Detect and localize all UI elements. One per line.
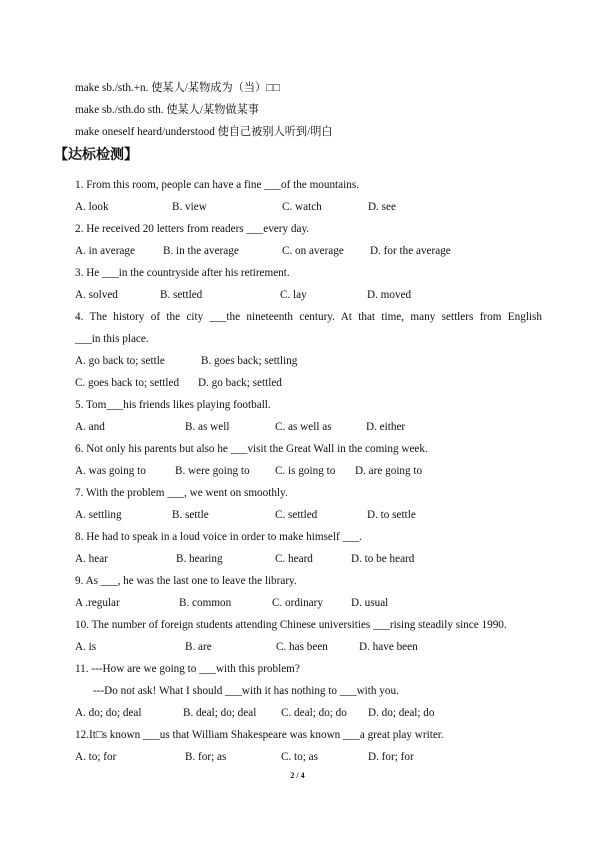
option-d: D. for; for bbox=[368, 751, 414, 763]
question-stem: 12.It□s known ___us that William Shakespeare was known ___a great play writer. bbox=[75, 729, 444, 741]
option-d: D. are going to bbox=[355, 465, 423, 477]
option-a: A. do; do; deal bbox=[75, 707, 142, 719]
option-c: C. is going to bbox=[275, 465, 336, 477]
question-stem: 10. The number of foreign students attending Chinese universities ___rising steadily since 1990. bbox=[75, 619, 507, 631]
option-a: A. look bbox=[75, 201, 109, 213]
question-options bbox=[75, 596, 545, 610]
question-options bbox=[75, 288, 545, 302]
option-d: D. to settle bbox=[367, 509, 416, 521]
option-b: B. common bbox=[179, 597, 232, 609]
question-stem-continued: ---Do not ask! What I should ___with it has nothing to ___with you. bbox=[93, 685, 399, 697]
option-a: A .regular bbox=[75, 597, 120, 609]
option-c: C. watch bbox=[282, 201, 322, 213]
option-b: B. are bbox=[185, 641, 212, 653]
option-c: C. goes back to; settled bbox=[75, 377, 180, 389]
question-options bbox=[75, 244, 545, 258]
question-stem: 11. ---How are we going to ___with this problem? bbox=[75, 663, 300, 675]
question-options bbox=[75, 706, 545, 720]
question-stem: 1. From this room, people can have a fine ___of the mountains. bbox=[75, 179, 359, 191]
question-stem: 5. Tom___his friends likes playing football. bbox=[75, 399, 271, 411]
option-a: A. is bbox=[75, 641, 97, 653]
option-c: C. heard bbox=[275, 553, 313, 565]
section-title: 【达标检测】 bbox=[54, 147, 138, 163]
question-options bbox=[75, 420, 545, 434]
option-a: A. go back to; settle bbox=[75, 355, 165, 367]
question-stem-continued: ___in this place. bbox=[75, 333, 149, 345]
question-stem: 6. Not only his parents but also he ___visit the Great Wall in the coming week. bbox=[75, 443, 428, 455]
option-b: B. were going to bbox=[175, 465, 250, 477]
option-c: C. lay bbox=[280, 289, 307, 301]
option-d: D. see bbox=[368, 201, 396, 213]
option-c: C. settled bbox=[275, 509, 318, 521]
option-a: A. and bbox=[75, 421, 105, 433]
question-stem: 4. The history of the city ___the nineteenth century. At that time, many settlers from English bbox=[75, 311, 542, 323]
option-b: B. goes back; settling bbox=[201, 355, 298, 367]
option-c: C. to; as bbox=[281, 751, 318, 763]
option-d: D. do; deal; do bbox=[368, 707, 435, 719]
question-stem: 7. With the problem ___, we went on smoothly. bbox=[75, 487, 288, 499]
option-b: B. for; as bbox=[185, 751, 227, 763]
option-d: D. for the average bbox=[370, 245, 451, 257]
option-a: A. to; for bbox=[75, 751, 117, 763]
question-stem: 2. He received 20 letters from readers ___every day. bbox=[75, 223, 310, 235]
question-options bbox=[75, 200, 545, 214]
option-d: D. usual bbox=[351, 597, 389, 609]
option-b: B. view bbox=[172, 201, 207, 213]
option-d: D. to be heard bbox=[351, 553, 415, 565]
option-b: B. deal; do; deal bbox=[183, 707, 257, 719]
option-d: D. either bbox=[366, 421, 406, 433]
option-d: D. have been bbox=[359, 641, 418, 653]
question-stem: 9. As ___, he was the last one to leave the library. bbox=[75, 575, 297, 587]
option-a: A. solved bbox=[75, 289, 118, 301]
option-a: A. hear bbox=[75, 553, 108, 565]
question-options bbox=[75, 354, 545, 368]
option-b: B. in the average bbox=[163, 245, 239, 257]
question-stem: 3. He ___in the countryside after his retirement. bbox=[75, 267, 290, 279]
phrase-line: make sb./sth.+n. 使某人/某物成为（当）□□ bbox=[75, 82, 280, 94]
option-d: D. moved bbox=[367, 289, 412, 301]
option-c: C. deal; do; do bbox=[281, 707, 347, 719]
phrase-line: make oneself heard/understood 使自己被别人听到/明白 bbox=[75, 126, 333, 138]
option-a: A. in average bbox=[75, 245, 135, 257]
option-b: B. settle bbox=[172, 509, 209, 521]
question-stem: 8. He had to speak in a loud voice in order to make himself ___. bbox=[75, 531, 363, 543]
page-number: 2 / 4 bbox=[290, 771, 305, 780]
option-c: C. on average bbox=[282, 245, 344, 257]
phrase-line: make sb./sth.do sth. 使某人/某物做某事 bbox=[75, 104, 259, 116]
question-options bbox=[75, 552, 545, 566]
question-options bbox=[75, 508, 545, 522]
option-b: B. hearing bbox=[176, 553, 223, 565]
question-options bbox=[75, 750, 545, 764]
option-c: C. ordinary bbox=[272, 597, 323, 609]
option-c: C. as well as bbox=[275, 421, 332, 433]
question-options bbox=[75, 464, 545, 478]
question-options bbox=[75, 376, 545, 390]
option-a: A. settling bbox=[75, 509, 122, 521]
option-c: C. has been bbox=[276, 641, 328, 653]
option-d: D. go back; settled bbox=[198, 377, 282, 389]
option-b: B. as well bbox=[185, 421, 230, 433]
option-a: A. was going to bbox=[75, 465, 146, 477]
question-options bbox=[75, 640, 545, 654]
option-b: B. settled bbox=[160, 289, 203, 301]
